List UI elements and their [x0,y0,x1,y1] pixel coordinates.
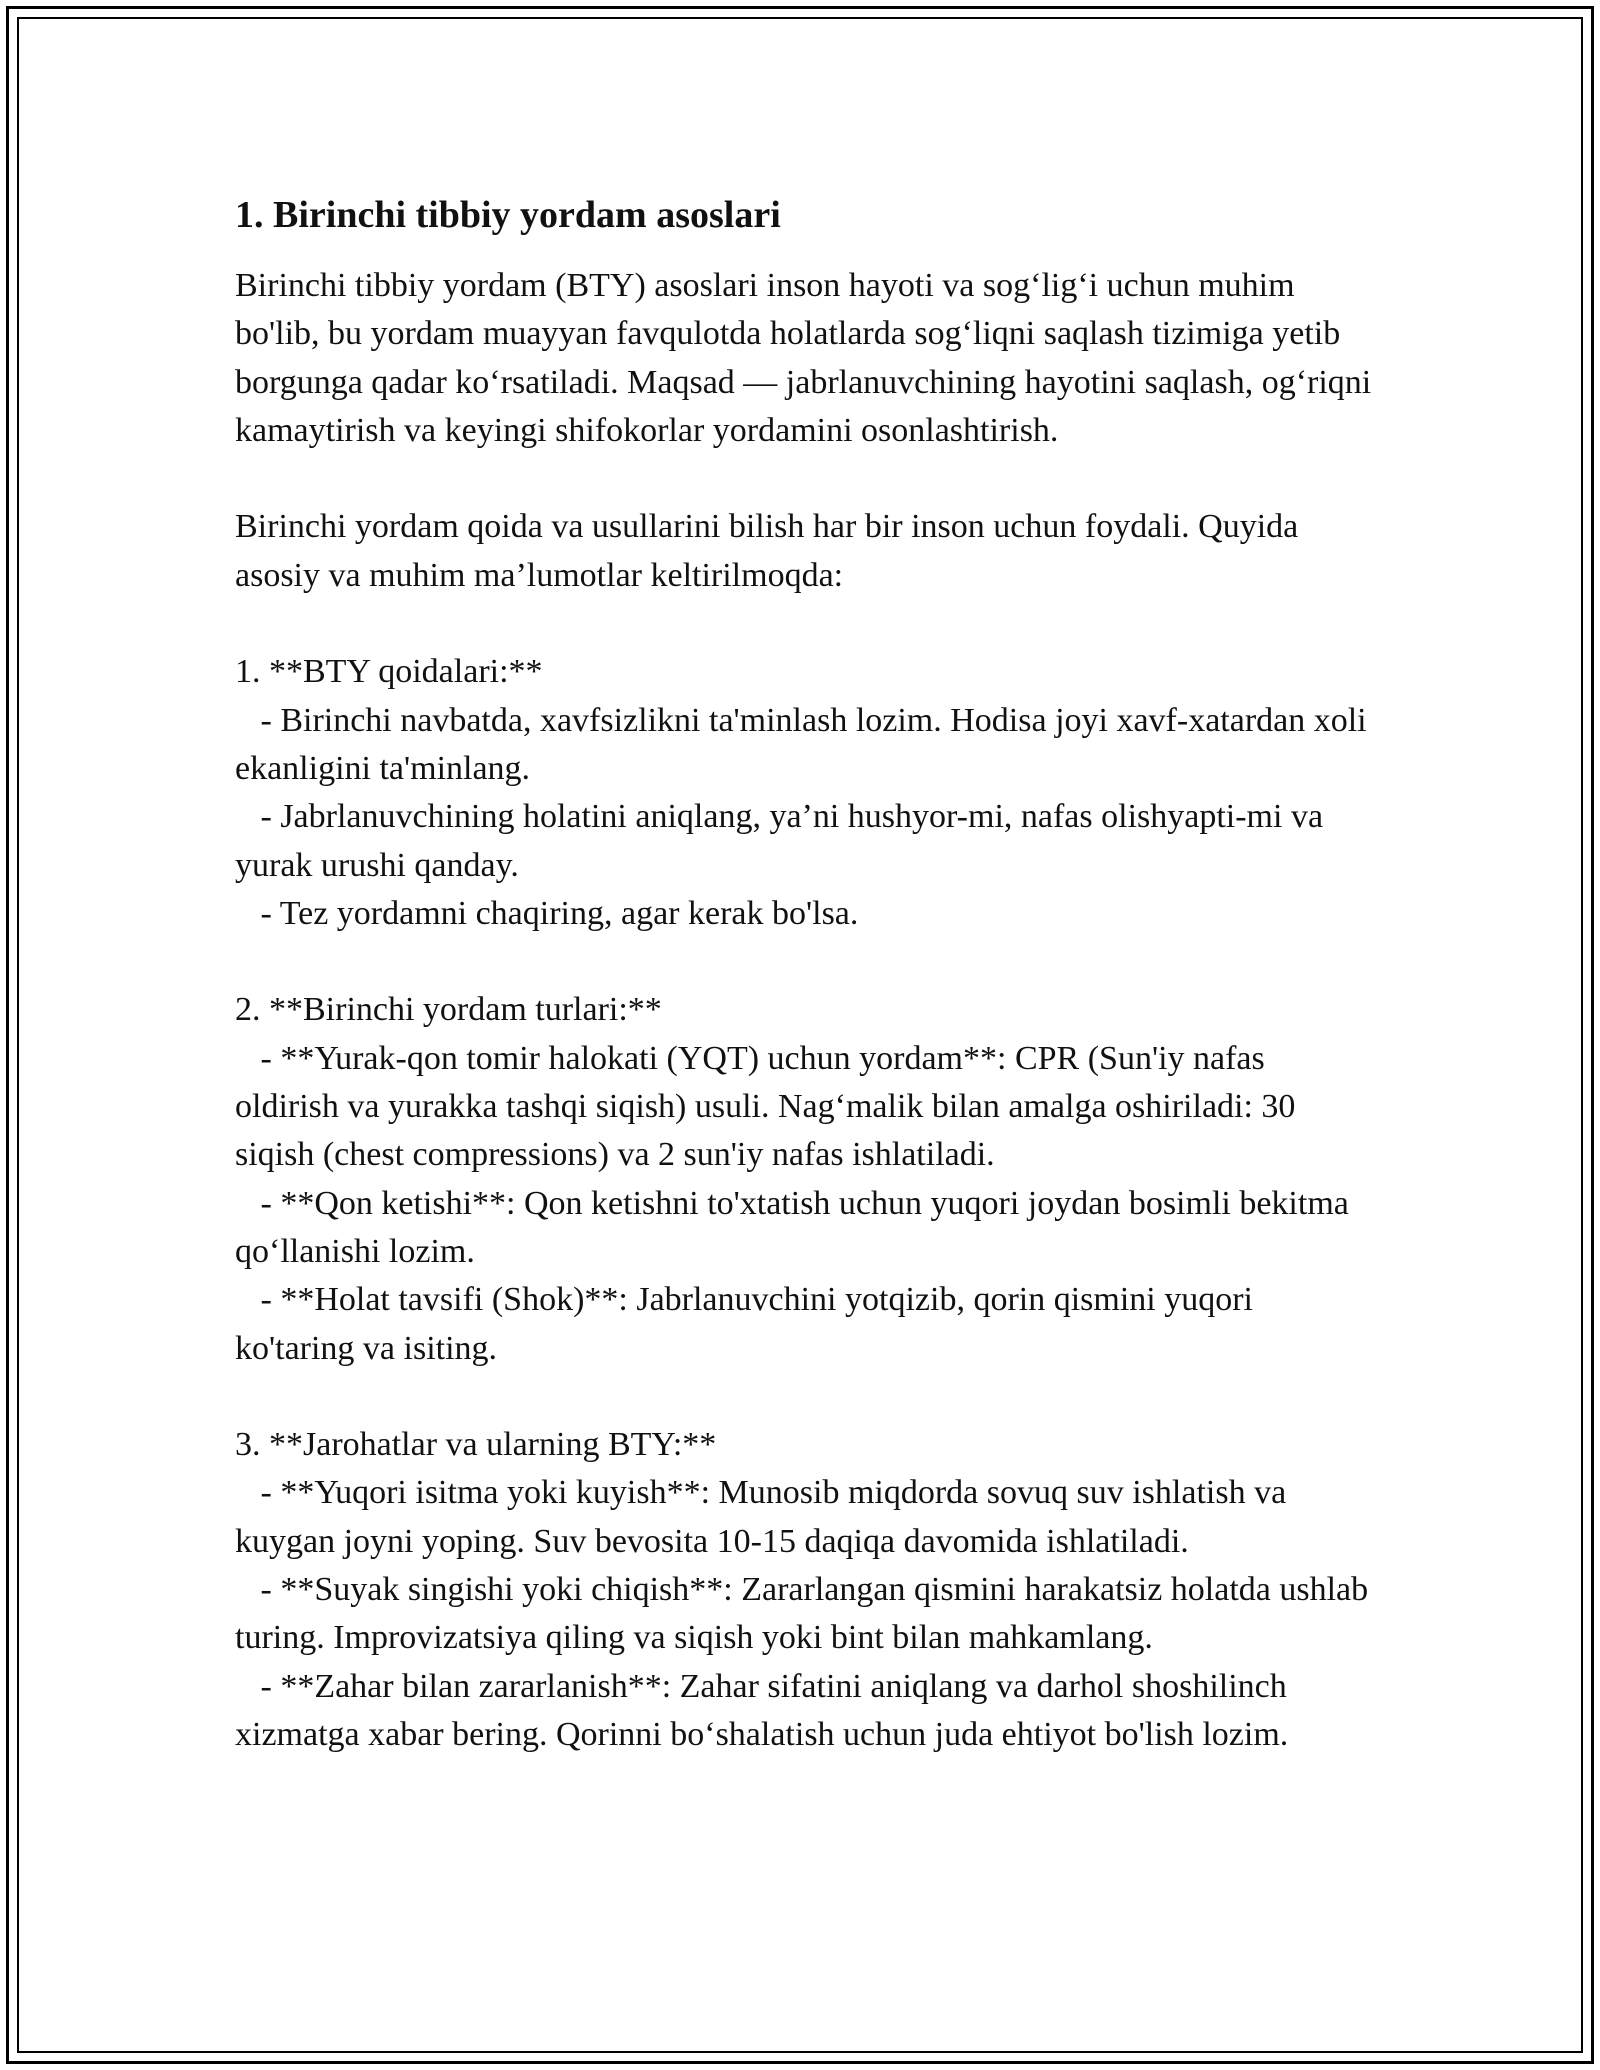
paragraph-spacer [235,938,1375,986]
section-first-aid-types [235,986,1375,1372]
section-bty-rules [235,648,1375,938]
list-item: - Tez yordamni chaqiring, agar kerak bo'lsa. [235,894,859,932]
intro-paragraph: Birinchi tibbiy yordam (BTY) asoslari inson hayoti va sog‘lig‘i uchun muhim bo'lib, bu yordam muayyan favqulotda holatlarda sog‘liqni saqlash tizimiga yetib borgunga qadar ko‘rsatiladi. Maqsad — jabrlanuvchining hayotini saqlash, og‘riqni kamaytirish va keyingi shifokorlar yordamini osonlashtirish. [235,267,1380,449]
list-item: - Jabrlanuvchining holatini aniqlang, ya’ni hushyor-mi, nafas olishyapti-mi va yurak urushi qanday. [235,798,1332,884]
document-title: 1. Birinchi tibbiy yordam asoslari [235,194,781,236]
list-item: - Birinchi navbatda, xavfsizlikni ta'minlash lozim. Hodisa joyi xavf-xatardan xoli ekanligini ta'minlang. [235,701,1376,787]
section-heading: 3. **Jarohatlar va ularning BTY:** [235,1426,717,1464]
list-item: - **Holat tavsifi (Shok)**: Jabrlanuvchini yotqizib, qorin qismini yuqori ko'taring va isiting. [235,1281,1262,1367]
section-heading: 1. **BTY qoidalari:** [235,653,543,691]
paragraph-spacer [235,455,1375,503]
list-item: - **Yuqori isitma yoki kuyish**: Munosib miqdorda sovuq suv ishlatish va kuygan joyni yoping. Suv bevosita 10-15 daqiqa davomida ishlatiladi. [235,1474,1295,1560]
list-item: - **Zahar bilan zararlanish**: Zahar sifatini aniqlang va darhol shoshilinch xizmatga xabar bering. Qorinni bo‘shalatish uchun juda ehtiyot bo'lish lozim. [235,1667,1296,1753]
section-heading: 2. **Birinchi yordam turlari:** [235,991,662,1029]
list-item: - **Qon ketishi**: Qon ketishni to'xtatish uchun yuqori joydan bosimli bekitma qo‘llanishi lozim. [235,1184,1358,1270]
section-injuries [235,1421,1375,1759]
list-item: - **Yurak-qon tomir halokati (YQT) uchun yordam**: CPR (Sun'iy nafas oldirish va yurakka tashqi siqish) usuli. Nag‘malik bilan amalga oshiriladi: 30 siqish (chest compressions) va 2 sun'iy nafas ishlatiladi. [235,1039,1304,1174]
paragraph-spacer [235,600,1375,648]
intro-paragraph: Birinchi yordam qoida va usullarini bilish har bir inson uchun foydali. Quyida asosiy va muhim ma’lumotlar keltirilmoqda: [235,508,1307,594]
document-body [235,190,1380,1759]
paragraph-spacer [235,1373,1375,1421]
list-item: - **Suyak singishi yoki chiqish**: Zararlangan qismini harakatsiz holatda ushlab turing. Improvizatsiya qiling va siqish yoki bint bilan mahkamlang. [235,1571,1377,1657]
